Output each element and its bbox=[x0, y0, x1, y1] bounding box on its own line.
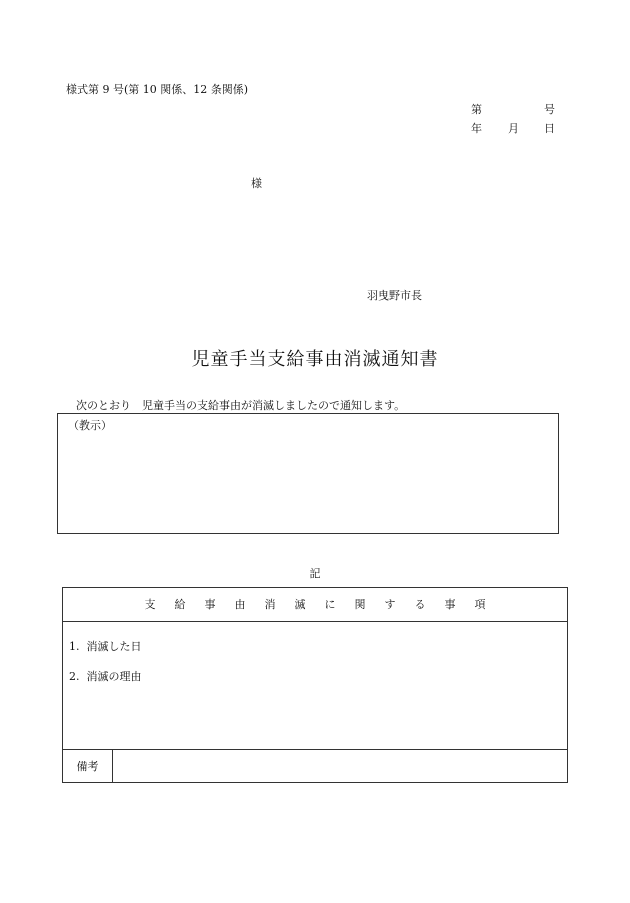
item-number: 2. bbox=[69, 670, 80, 683]
document-title: 児童手当支給事由消滅通知書 bbox=[191, 349, 439, 370]
item-label: 消滅の理由 bbox=[86, 670, 142, 683]
intro-text: 次のとおり 児童手当の支給事由が消滅しましたので通知します。 bbox=[76, 399, 406, 412]
doc-number-suffix: 号 bbox=[544, 103, 555, 116]
table-header: 支給事由消滅に関する事項 bbox=[63, 588, 567, 622]
doc-number-label: 第 bbox=[471, 103, 482, 116]
item-label: 消滅した日 bbox=[86, 640, 142, 653]
kyouji-box bbox=[57, 413, 559, 534]
date-year-label: 年 bbox=[471, 122, 482, 135]
date-month-label: 月 bbox=[508, 122, 519, 135]
remarks-label: 備考 bbox=[63, 750, 113, 783]
detail-table bbox=[62, 587, 568, 783]
ki-label: 記 bbox=[309, 567, 321, 580]
addressee-honorific: 様 bbox=[251, 177, 262, 190]
form-number: 様式第 9 号(第 10 関係、12 条関係) bbox=[66, 83, 249, 96]
list-item bbox=[69, 638, 142, 654]
list-item bbox=[69, 668, 142, 684]
date-day-label: 日 bbox=[544, 122, 555, 135]
kyouji-label: （教示） bbox=[68, 419, 112, 432]
remarks-row bbox=[63, 749, 567, 783]
issuer-name: 羽曳野市長 bbox=[367, 289, 422, 302]
item-number: 1. bbox=[69, 640, 80, 653]
